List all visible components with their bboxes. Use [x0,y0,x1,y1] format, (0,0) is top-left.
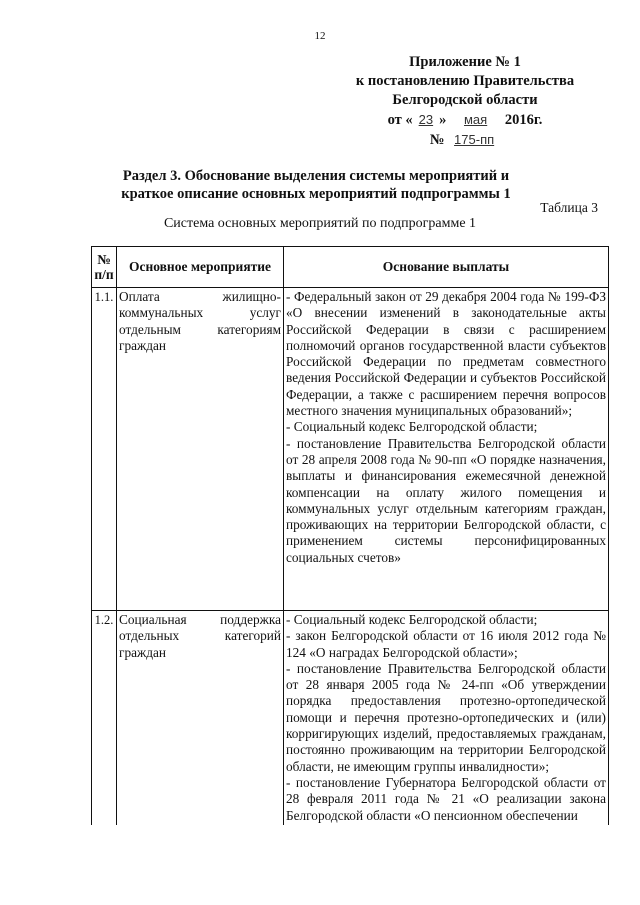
header-number: № п/п [92,247,117,288]
date-mid: » [439,112,447,128]
header-basis: Основание выплаты [284,247,609,288]
table-caption: Система основных мероприятий по подпрограмме 1 [163,216,477,231]
table-row [92,288,609,611]
appendix-decree-line: к постановлению Правительства [355,73,575,89]
row-basis [284,288,609,611]
basis-item: - постановление Губернатора Белгородской области от 28 февраля 2011 года № 21 «О реализации закона Белгородской области «О пенсионном обеспечении [286,774,606,823]
table-header-row [92,247,609,288]
date-month: мая [463,112,488,127]
basis-item: - закон Белгородской области от 16 июля 2012 года № 124 «О наградах Белгородской области»; [286,628,606,660]
date-year: 2016г. [504,112,543,128]
basis-item: - постановление Правительства Белгородской области от 28 января 2005 года № 24-пп «Об утверждении порядка предоставления протезно-ортопедической помощи и перечня протезно-ортопедических и (или) корригирующих изделий, предоставляемых гражданам, постоянно проживающим на территории Белгородской области, не имеющим группы инвалидности»; [286,660,606,774]
appendix-block [340,53,590,150]
row-basis [284,611,609,825]
basis-item: - Федеральный закон от 29 декабря 2004 года № 199-ФЗ «О внесении изменений в законодательные акты Российской Федерации в связи с расширением полномочий органов государственной власти субъектов Российской Федерации по предметам совместного ведения Российской Федерации и субъектов Российской Федерации, а также с расширением перечня вопросов местного значения муниципальных образований»; [286,289,606,419]
decree-number: 175-пп [454,132,495,147]
appendix-number-line [340,130,590,150]
row-number: 1.2. [92,611,117,825]
date-day: 23 [418,112,434,127]
number-prefix: № [429,132,445,148]
basis-item: - Социальный кодекс Белгородской области; [286,612,538,627]
appendix-region-line: Белгородской области [392,92,538,108]
row-activity: Социальная поддержка отдельных категорий граждан [117,611,284,825]
appendix-date-line [340,110,590,130]
header-activity: Основное мероприятие [117,247,284,288]
activities-table [91,246,609,825]
row-activity: Оплата жилищно-коммунальных услуг отдельным категориям граждан [117,288,284,611]
section-title: Раздел 3. Обоснование выделения системы мероприятий и краткое описание основных мероприятий подпрограммы 1 [121,168,511,202]
date-prefix: от « [387,112,413,128]
table-row [92,611,609,825]
basis-item: - Социальный кодекс Белгородской области; [286,419,538,435]
table-label: Таблица 3 [540,200,598,215]
page-number: 12 [314,30,326,42]
basis-item: - постановление Правительства Белгородской области от 28 апреля 2008 года № 90-пп «О порядке назначения, выплаты и финансирования ежемесячной денежной компенсации на оплату жилого помещения и коммунальных услуг отдельным категориям граждан, проживающих на территории Белгородской области, с применением системы персонифицированных социальных счетов» [286,435,606,565]
appendix-title: Приложение № 1 [409,54,521,70]
row-number: 1.1. [92,288,117,611]
